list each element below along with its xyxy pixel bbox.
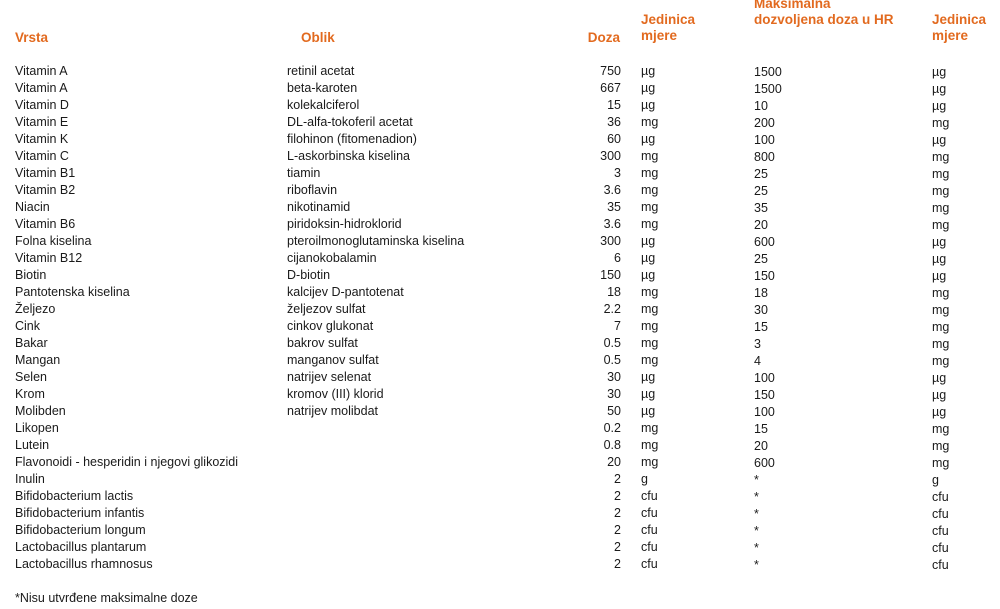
cell-maksimalna-doza: * bbox=[754, 524, 759, 538]
cell-vrsta: Bifidobacterium infantis bbox=[15, 506, 145, 520]
cell-maksimalna-doza: 150 bbox=[754, 388, 775, 402]
cell-vrsta: Bakar bbox=[15, 336, 48, 350]
table-row bbox=[0, 199, 1000, 216]
cell-doza: 0.8 bbox=[603, 438, 621, 452]
cell-vrsta: Lutein bbox=[15, 438, 50, 452]
cell-vrsta: Željezo bbox=[15, 302, 56, 316]
table-row bbox=[0, 352, 1000, 369]
cell-jedinica-max: cfu bbox=[932, 524, 949, 538]
cell-doza: 150 bbox=[600, 268, 621, 282]
cell-jedinica: mg bbox=[641, 285, 659, 299]
cell-maksimalna-doza: * bbox=[754, 541, 759, 555]
cell-oblik: filohinon (fitomenadion) bbox=[287, 132, 417, 146]
cell-jedinica: µg bbox=[641, 268, 656, 282]
cell-jedinica: mg bbox=[641, 200, 659, 214]
cell-vrsta: Molibden bbox=[15, 404, 66, 418]
cell-jedinica-max: µg bbox=[932, 82, 947, 96]
cell-oblik: piridoksin-hidroklorid bbox=[287, 217, 402, 231]
cell-maksimalna-doza: 100 bbox=[754, 405, 775, 419]
cell-jedinica: mg bbox=[641, 115, 659, 129]
cell-doza: 15 bbox=[607, 98, 621, 112]
cell-jedinica-max: cfu bbox=[932, 558, 949, 572]
cell-vrsta: Vitamin E bbox=[15, 115, 69, 129]
cell-maksimalna-doza: 150 bbox=[754, 269, 775, 283]
cell-jedinica-max: mg bbox=[932, 218, 950, 232]
cell-oblik: bakrov sulfat bbox=[287, 336, 358, 350]
cell-jedinica: cfu bbox=[641, 540, 658, 554]
cell-doza: 750 bbox=[600, 64, 621, 78]
cell-maksimalna-doza: * bbox=[754, 558, 759, 572]
table-row bbox=[0, 488, 1000, 505]
cell-vrsta: Biotin bbox=[15, 268, 47, 282]
cell-oblik: beta-karoten bbox=[287, 81, 358, 95]
cell-vrsta: Vitamin B12 bbox=[15, 251, 83, 265]
cell-doza: 0.5 bbox=[603, 336, 621, 350]
cell-jedinica: mg bbox=[641, 353, 659, 367]
header-oblik: Oblik bbox=[301, 30, 335, 45]
cell-vrsta: Flavonoidi - hesperidin i njegovi glikozidi bbox=[15, 455, 239, 469]
cell-oblik: D-biotin bbox=[287, 268, 331, 282]
cell-vrsta: Cink bbox=[15, 319, 41, 333]
cell-vrsta: Selen bbox=[15, 370, 47, 384]
cell-maksimalna-doza: 15 bbox=[754, 422, 768, 436]
cell-doza: 2 bbox=[614, 489, 621, 503]
header-jedinica-mjere-max: Jedinica mjere bbox=[932, 12, 987, 43]
cell-doza: 36 bbox=[607, 115, 621, 129]
cell-doza: 18 bbox=[607, 285, 621, 299]
cell-jedinica: mg bbox=[641, 166, 659, 180]
cell-jedinica: cfu bbox=[641, 557, 658, 571]
cell-oblik: manganov sulfat bbox=[287, 353, 379, 367]
table-row bbox=[0, 250, 1000, 267]
cell-oblik: natrijev selenat bbox=[287, 370, 372, 384]
cell-maksimalna-doza: 800 bbox=[754, 150, 775, 164]
cell-jedinica-max: mg bbox=[932, 320, 950, 334]
cell-maksimalna-doza: 1500 bbox=[754, 82, 782, 96]
cell-jedinica: mg bbox=[641, 336, 659, 350]
cell-jedinica-max: µg bbox=[932, 65, 947, 79]
cell-jedinica-max: µg bbox=[932, 99, 947, 113]
cell-jedinica: mg bbox=[641, 149, 659, 163]
cell-jedinica-max: cfu bbox=[932, 490, 949, 504]
cell-oblik: cijanokobalamin bbox=[287, 251, 377, 265]
cell-doza: 2 bbox=[614, 540, 621, 554]
cell-jedinica-max: mg bbox=[932, 354, 950, 368]
cell-maksimalna-doza: 200 bbox=[754, 116, 775, 130]
cell-oblik: kalcijev D-pantotenat bbox=[287, 285, 404, 299]
cell-jedinica: µg bbox=[641, 404, 656, 418]
cell-doza: 667 bbox=[600, 81, 621, 95]
cell-doza: 7 bbox=[614, 319, 621, 333]
header-jedinica-mjere: Jedinica mjere bbox=[641, 12, 696, 43]
table-row bbox=[0, 369, 1000, 386]
cell-vrsta: Vitamin D bbox=[15, 98, 69, 112]
cell-maksimalna-doza: 1500 bbox=[754, 65, 782, 79]
cell-maksimalna-doza: 600 bbox=[754, 456, 775, 470]
cell-vrsta: Vitamin K bbox=[15, 132, 69, 146]
cell-oblik: kolekalciferol bbox=[287, 98, 360, 112]
cell-vrsta: Lactobacillus rhamnosus bbox=[15, 557, 153, 571]
cell-maksimalna-doza: * bbox=[754, 490, 759, 504]
cell-maksimalna-doza: 20 bbox=[754, 439, 768, 453]
table-row bbox=[0, 505, 1000, 522]
cell-oblik: pteroilmonoglutaminska kiselina bbox=[287, 234, 465, 248]
cell-jedinica: µg bbox=[641, 98, 656, 112]
cell-maksimalna-doza: 600 bbox=[754, 235, 775, 249]
cell-vrsta: Vitamin B2 bbox=[15, 183, 76, 197]
cell-doza: 30 bbox=[607, 387, 621, 401]
cell-doza: 300 bbox=[600, 234, 621, 248]
cell-vrsta: Vitamin B6 bbox=[15, 217, 76, 231]
cell-maksimalna-doza: 30 bbox=[754, 303, 768, 317]
table-row bbox=[0, 454, 1000, 471]
cell-jedinica-max: µg bbox=[932, 371, 947, 385]
cell-oblik: riboflavin bbox=[287, 183, 338, 197]
cell-doza: 6 bbox=[614, 251, 621, 265]
cell-doza: 2 bbox=[614, 557, 621, 571]
cell-jedinica-max: mg bbox=[932, 456, 950, 470]
cell-jedinica-max: mg bbox=[932, 184, 950, 198]
cell-maksimalna-doza: 3 bbox=[754, 337, 761, 351]
cell-jedinica-max: µg bbox=[932, 235, 947, 249]
header-maksimalna-doza: Maksimalna dozvoljena doza u HR bbox=[754, 0, 894, 27]
footnote: *Nisu utvrđene maksimalne doze bbox=[15, 591, 198, 605]
cell-vrsta: Folna kiselina bbox=[15, 234, 92, 248]
cell-doza: 0.5 bbox=[603, 353, 621, 367]
cell-oblik: nikotinamid bbox=[287, 200, 351, 214]
cell-jedinica: g bbox=[641, 472, 648, 486]
table-row bbox=[0, 114, 1000, 131]
table-row bbox=[0, 97, 1000, 114]
cell-doza: 3 bbox=[614, 166, 621, 180]
cell-vrsta: Mangan bbox=[15, 353, 61, 367]
cell-oblik: tiamin bbox=[287, 166, 321, 180]
cell-oblik: DL-alfa-tokoferil acetat bbox=[287, 115, 413, 129]
table-row bbox=[0, 233, 1000, 250]
table-row bbox=[0, 165, 1000, 182]
cell-maksimalna-doza: * bbox=[754, 507, 759, 521]
cell-maksimalna-doza: 100 bbox=[754, 371, 775, 385]
cell-oblik: retinil acetat bbox=[287, 64, 355, 78]
cell-vrsta: Niacin bbox=[15, 200, 50, 214]
cell-jedinica: mg bbox=[641, 302, 659, 316]
cell-vrsta: Likopen bbox=[15, 421, 59, 435]
cell-jedinica-max: µg bbox=[932, 269, 947, 283]
cell-vrsta: Vitamin C bbox=[15, 149, 69, 163]
cell-oblik: cinkov glukonat bbox=[287, 319, 374, 333]
cell-doza: 20 bbox=[607, 455, 621, 469]
cell-doza: 2 bbox=[614, 523, 621, 537]
cell-jedinica: µg bbox=[641, 370, 656, 384]
cell-oblik: željezov sulfat bbox=[287, 302, 366, 316]
cell-jedinica: mg bbox=[641, 438, 659, 452]
table-row bbox=[0, 267, 1000, 284]
table-row bbox=[0, 284, 1000, 301]
cell-maksimalna-doza: 25 bbox=[754, 167, 768, 181]
cell-jedinica: cfu bbox=[641, 489, 658, 503]
cell-doza: 0.2 bbox=[603, 421, 621, 435]
cell-jedinica: cfu bbox=[641, 523, 658, 537]
table-row bbox=[0, 539, 1000, 556]
cell-vrsta: Vitamin A bbox=[15, 64, 68, 78]
cell-oblik: L-askorbinska kiselina bbox=[287, 149, 410, 163]
table-row bbox=[0, 471, 1000, 488]
cell-jedinica-max: mg bbox=[932, 201, 950, 215]
table-row bbox=[0, 556, 1000, 573]
cell-jedinica: mg bbox=[641, 319, 659, 333]
cell-maksimalna-doza: 4 bbox=[754, 354, 761, 368]
table-row bbox=[0, 386, 1000, 403]
cell-jedinica-max: mg bbox=[932, 150, 950, 164]
cell-jedinica: µg bbox=[641, 81, 656, 95]
cell-jedinica: mg bbox=[641, 455, 659, 469]
table-row bbox=[0, 522, 1000, 539]
cell-jedinica: µg bbox=[641, 251, 656, 265]
header-doza: Doza bbox=[587, 30, 620, 45]
cell-jedinica-max: mg bbox=[932, 286, 950, 300]
table-row bbox=[0, 131, 1000, 148]
cell-jedinica-max: cfu bbox=[932, 541, 949, 555]
cell-maksimalna-doza: 25 bbox=[754, 252, 768, 266]
cell-jedinica: µg bbox=[641, 234, 656, 248]
cell-maksimalna-doza: 10 bbox=[754, 99, 768, 113]
cell-maksimalna-doza: 25 bbox=[754, 184, 768, 198]
table-row bbox=[0, 148, 1000, 165]
cell-jedinica-max: µg bbox=[932, 252, 947, 266]
cell-jedinica-max: cfu bbox=[932, 507, 949, 521]
cell-maksimalna-doza: 100 bbox=[754, 133, 775, 147]
table-row bbox=[0, 318, 1000, 335]
cell-jedinica-max: µg bbox=[932, 388, 947, 402]
cell-jedinica: cfu bbox=[641, 506, 658, 520]
cell-jedinica-max: mg bbox=[932, 167, 950, 181]
table-row bbox=[0, 216, 1000, 233]
cell-maksimalna-doza: 15 bbox=[754, 320, 768, 334]
cell-vrsta: Vitamin B1 bbox=[15, 166, 76, 180]
cell-jedinica: mg bbox=[641, 183, 659, 197]
cell-vrsta: Krom bbox=[15, 387, 45, 401]
cell-maksimalna-doza: 20 bbox=[754, 218, 768, 232]
cell-vrsta: Pantotenska kiselina bbox=[15, 285, 130, 299]
cell-doza: 2 bbox=[614, 506, 621, 520]
cell-vrsta: Vitamin A bbox=[15, 81, 68, 95]
table-row bbox=[0, 182, 1000, 199]
cell-doza: 50 bbox=[607, 404, 621, 418]
header-vrsta: Vrsta bbox=[15, 30, 49, 45]
cell-oblik: natrijev molibdat bbox=[287, 404, 379, 418]
cell-doza: 2.2 bbox=[603, 302, 621, 316]
cell-doza: 60 bbox=[607, 132, 621, 146]
cell-vrsta: Inulin bbox=[15, 472, 45, 486]
cell-doza: 3.6 bbox=[603, 217, 621, 231]
ingredients-table bbox=[0, 63, 1000, 573]
cell-jedinica: mg bbox=[641, 217, 659, 231]
cell-jedinica: mg bbox=[641, 421, 659, 435]
cell-jedinica: µg bbox=[641, 387, 656, 401]
cell-maksimalna-doza: 18 bbox=[754, 286, 768, 300]
table-row bbox=[0, 63, 1000, 80]
cell-jedinica-max: mg bbox=[932, 116, 950, 130]
cell-vrsta: Bifidobacterium lactis bbox=[15, 489, 134, 503]
cell-vrsta: Lactobacillus plantarum bbox=[15, 540, 147, 554]
cell-doza: 300 bbox=[600, 149, 621, 163]
cell-jedinica-max: mg bbox=[932, 337, 950, 351]
cell-jedinica-max: mg bbox=[932, 303, 950, 317]
cell-jedinica-max: mg bbox=[932, 439, 950, 453]
table-row bbox=[0, 420, 1000, 437]
table-row bbox=[0, 335, 1000, 352]
cell-oblik: kromov (III) klorid bbox=[287, 387, 384, 401]
table-row bbox=[0, 301, 1000, 318]
table-row bbox=[0, 80, 1000, 97]
cell-doza: 3.6 bbox=[603, 183, 621, 197]
cell-jedinica-max: mg bbox=[932, 422, 950, 436]
table-row bbox=[0, 403, 1000, 420]
cell-vrsta: Bifidobacterium longum bbox=[15, 523, 146, 537]
cell-jedinica-max: g bbox=[932, 473, 939, 487]
cell-jedinica: µg bbox=[641, 64, 656, 78]
cell-jedinica-max: µg bbox=[932, 405, 947, 419]
cell-jedinica-max: µg bbox=[932, 133, 947, 147]
cell-doza: 30 bbox=[607, 370, 621, 384]
cell-doza: 35 bbox=[607, 200, 621, 214]
cell-jedinica: µg bbox=[641, 132, 656, 146]
table-row bbox=[0, 437, 1000, 454]
cell-maksimalna-doza: 35 bbox=[754, 201, 768, 215]
cell-doza: 2 bbox=[614, 472, 621, 486]
cell-maksimalna-doza: * bbox=[754, 473, 759, 487]
